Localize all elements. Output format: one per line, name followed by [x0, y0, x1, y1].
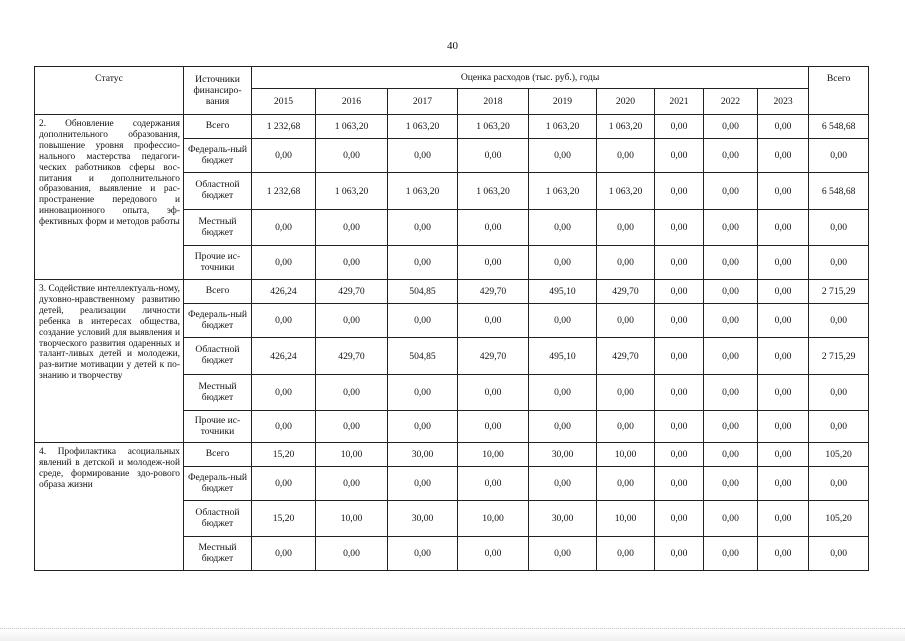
value-cell: 504,85	[388, 280, 458, 304]
source-cell: Прочие ис-точники	[184, 411, 252, 443]
total-cell: 6 548,68	[809, 173, 869, 210]
total-cell: 0,00	[809, 375, 869, 411]
value-cell: 1 063,20	[316, 173, 388, 210]
value-cell: 0,00	[655, 280, 704, 304]
total-cell: 105,20	[809, 443, 869, 467]
value-cell: 0,00	[388, 304, 458, 338]
value-cell: 0,00	[704, 443, 758, 467]
value-cell: 0,00	[655, 139, 704, 173]
value-cell: 0,00	[758, 537, 809, 571]
source-cell: Федераль-ный бюджет	[184, 139, 252, 173]
value-cell: 0,00	[655, 501, 704, 537]
value-cell: 0,00	[597, 304, 655, 338]
value-cell: 1 063,20	[388, 115, 458, 139]
value-cell: 0,00	[529, 139, 597, 173]
value-cell: 0,00	[388, 375, 458, 411]
source-cell: Местный бюджет	[184, 210, 252, 246]
source-cell: Федераль-ный бюджет	[184, 467, 252, 501]
source-cell: Всего	[184, 443, 252, 467]
value-cell: 0,00	[655, 375, 704, 411]
value-cell: 0,00	[758, 304, 809, 338]
value-cell: 0,00	[597, 246, 655, 280]
value-cell: 0,00	[758, 115, 809, 139]
value-cell: 0,00	[655, 443, 704, 467]
value-cell: 429,70	[597, 280, 655, 304]
value-cell: 0,00	[758, 338, 809, 375]
total-cell: 0,00	[809, 210, 869, 246]
value-cell: 0,00	[458, 304, 529, 338]
value-cell: 0,00	[388, 210, 458, 246]
value-cell: 0,00	[704, 467, 758, 501]
value-cell: 1 063,20	[529, 115, 597, 139]
value-cell: 504,85	[388, 338, 458, 375]
value-cell: 1 232,68	[252, 173, 316, 210]
total-cell: 0,00	[809, 139, 869, 173]
value-cell: 0,00	[758, 411, 809, 443]
value-cell: 0,00	[316, 467, 388, 501]
value-cell: 0,00	[758, 467, 809, 501]
value-cell: 0,00	[458, 210, 529, 246]
value-cell: 0,00	[655, 115, 704, 139]
value-cell: 0,00	[252, 139, 316, 173]
total-cell: 0,00	[809, 304, 869, 338]
value-cell: 0,00	[458, 139, 529, 173]
value-cell: 15,20	[252, 443, 316, 467]
value-cell: 30,00	[529, 443, 597, 467]
year-header-2022: 2022	[704, 89, 758, 115]
value-cell: 1 063,20	[597, 115, 655, 139]
value-cell: 0,00	[655, 304, 704, 338]
scan-bottom-edge	[0, 628, 905, 641]
value-cell: 0,00	[316, 246, 388, 280]
value-cell: 0,00	[252, 246, 316, 280]
value-cell: 10,00	[316, 501, 388, 537]
value-cell: 0,00	[252, 375, 316, 411]
value-cell: 0,00	[252, 304, 316, 338]
total-cell: 0,00	[809, 467, 869, 501]
year-header-2020: 2020	[597, 89, 655, 115]
value-cell: 0,00	[704, 304, 758, 338]
value-cell: 1 063,20	[529, 173, 597, 210]
total-cell: 2 715,29	[809, 280, 869, 304]
value-cell: 0,00	[704, 173, 758, 210]
value-cell: 0,00	[252, 210, 316, 246]
value-cell: 0,00	[655, 210, 704, 246]
value-cell: 0,00	[458, 537, 529, 571]
value-cell: 0,00	[597, 375, 655, 411]
total-cell: 2 715,29	[809, 338, 869, 375]
value-cell: 0,00	[388, 411, 458, 443]
value-cell: 429,70	[458, 338, 529, 375]
year-header-2016: 2016	[316, 89, 388, 115]
value-cell: 30,00	[388, 501, 458, 537]
value-cell: 1 232,68	[252, 115, 316, 139]
total-cell: 6 548,68	[809, 115, 869, 139]
value-cell: 0,00	[704, 139, 758, 173]
value-cell: 10,00	[316, 443, 388, 467]
value-cell: 0,00	[758, 246, 809, 280]
value-cell: 426,24	[252, 338, 316, 375]
value-cell: 0,00	[529, 210, 597, 246]
value-cell: 0,00	[704, 411, 758, 443]
source-cell: Областной бюджет	[184, 173, 252, 210]
year-header-2015: 2015	[252, 89, 316, 115]
value-cell: 0,00	[597, 210, 655, 246]
source-cell: Всего	[184, 115, 252, 139]
value-cell: 0,00	[758, 443, 809, 467]
value-cell: 1 063,20	[458, 115, 529, 139]
value-cell: 0,00	[458, 375, 529, 411]
value-cell: 0,00	[388, 467, 458, 501]
value-cell: 0,00	[252, 467, 316, 501]
value-cell: 0,00	[316, 375, 388, 411]
value-cell: 0,00	[655, 467, 704, 501]
value-cell: 0,00	[529, 411, 597, 443]
value-cell: 30,00	[529, 501, 597, 537]
value-cell: 1 063,20	[316, 115, 388, 139]
source-cell: Прочие ис-точники	[184, 246, 252, 280]
value-cell: 0,00	[704, 537, 758, 571]
status-cell: 4. Профилактика асоциальных явлений в детской и молодеж-ной среде, формирование здо-рового образа жизни	[35, 443, 184, 571]
value-cell: 0,00	[758, 173, 809, 210]
value-cell: 0,00	[529, 246, 597, 280]
sources-column-header: Источники финансиро-вания	[184, 67, 252, 115]
value-cell: 0,00	[458, 467, 529, 501]
year-header-2021: 2021	[655, 89, 704, 115]
total-cell: 0,00	[809, 411, 869, 443]
value-cell: 426,24	[252, 280, 316, 304]
year-header-2023: 2023	[758, 89, 809, 115]
table-body	[35, 115, 869, 571]
value-cell: 0,00	[758, 210, 809, 246]
value-cell: 0,00	[252, 537, 316, 571]
value-cell: 429,70	[458, 280, 529, 304]
source-cell: Местный бюджет	[184, 537, 252, 571]
source-cell: Всего	[184, 280, 252, 304]
value-cell: 1 063,20	[388, 173, 458, 210]
value-cell: 0,00	[655, 411, 704, 443]
value-cell: 0,00	[704, 280, 758, 304]
value-cell: 0,00	[388, 537, 458, 571]
value-cell: 10,00	[458, 501, 529, 537]
value-cell: 0,00	[529, 537, 597, 571]
value-cell: 30,00	[388, 443, 458, 467]
value-cell: 429,70	[316, 280, 388, 304]
value-cell: 10,00	[458, 443, 529, 467]
table-row	[35, 443, 869, 467]
budget-table	[34, 66, 869, 571]
value-cell: 0,00	[758, 375, 809, 411]
value-cell: 0,00	[704, 210, 758, 246]
table-row	[35, 280, 869, 304]
value-cell: 0,00	[529, 304, 597, 338]
value-cell: 429,70	[597, 338, 655, 375]
source-cell: Федераль-ный бюджет	[184, 304, 252, 338]
total-cell: 105,20	[809, 501, 869, 537]
value-cell: 0,00	[458, 411, 529, 443]
value-cell: 0,00	[316, 139, 388, 173]
total-cell: 0,00	[809, 537, 869, 571]
value-cell: 0,00	[529, 375, 597, 411]
value-cell: 0,00	[655, 338, 704, 375]
value-cell: 0,00	[758, 139, 809, 173]
value-cell: 0,00	[316, 537, 388, 571]
value-cell: 0,00	[529, 467, 597, 501]
value-cell: 0,00	[388, 246, 458, 280]
estimate-column-header: Оценка расходов (тыс. руб.), годы	[252, 67, 809, 89]
total-column-header: Всего	[809, 67, 869, 115]
year-header-2018: 2018	[458, 89, 529, 115]
value-cell: 0,00	[758, 501, 809, 537]
table-header	[35, 67, 869, 115]
value-cell: 429,70	[316, 338, 388, 375]
value-cell: 0,00	[704, 246, 758, 280]
value-cell: 0,00	[655, 173, 704, 210]
value-cell: 0,00	[597, 139, 655, 173]
value-cell: 0,00	[704, 115, 758, 139]
value-cell: 0,00	[316, 210, 388, 246]
source-cell: Местный бюджет	[184, 375, 252, 411]
value-cell: 0,00	[316, 411, 388, 443]
status-cell: 2. Обновление содержания дополнительного образования, повышение уровня профессио-нального мастерства педагоги-ческих работников сферы вос-питания и дополнительного образования, выявление и рас-пространение передового и инновационного опыта, эф-фективных форм и методов работы	[35, 115, 184, 280]
value-cell: 0,00	[316, 304, 388, 338]
value-cell: 0,00	[704, 501, 758, 537]
source-cell: Областной бюджет	[184, 501, 252, 537]
value-cell: 0,00	[388, 139, 458, 173]
value-cell: 0,00	[597, 467, 655, 501]
value-cell: 15,20	[252, 501, 316, 537]
total-cell: 0,00	[809, 246, 869, 280]
year-header-2017: 2017	[388, 89, 458, 115]
value-cell: 495,10	[529, 280, 597, 304]
value-cell: 0,00	[458, 246, 529, 280]
value-cell: 495,10	[529, 338, 597, 375]
value-cell: 0,00	[704, 338, 758, 375]
value-cell: 10,00	[597, 501, 655, 537]
value-cell: 0,00	[758, 280, 809, 304]
page-number: 40	[447, 40, 458, 52]
value-cell: 1 063,20	[458, 173, 529, 210]
value-cell: 0,00	[252, 411, 316, 443]
value-cell: 0,00	[597, 537, 655, 571]
status-column-header: Статус	[35, 67, 184, 115]
value-cell: 0,00	[655, 246, 704, 280]
value-cell: 1 063,20	[597, 173, 655, 210]
year-header-2019: 2019	[529, 89, 597, 115]
value-cell: 10,00	[597, 443, 655, 467]
source-cell: Областной бюджет	[184, 338, 252, 375]
status-cell: 3. Содействие интеллектуаль-ному, духовно-нравственному развитию детей, реализации личности ребенка в интересах общества, создание условий для выявления и творческого развития одаренных и талант-ливых детей и молодежи, раз-витие мотивации у детей к по-знанию и творчеству	[35, 280, 184, 443]
value-cell: 0,00	[655, 537, 704, 571]
table-row	[35, 115, 869, 139]
value-cell: 0,00	[597, 411, 655, 443]
value-cell: 0,00	[704, 375, 758, 411]
